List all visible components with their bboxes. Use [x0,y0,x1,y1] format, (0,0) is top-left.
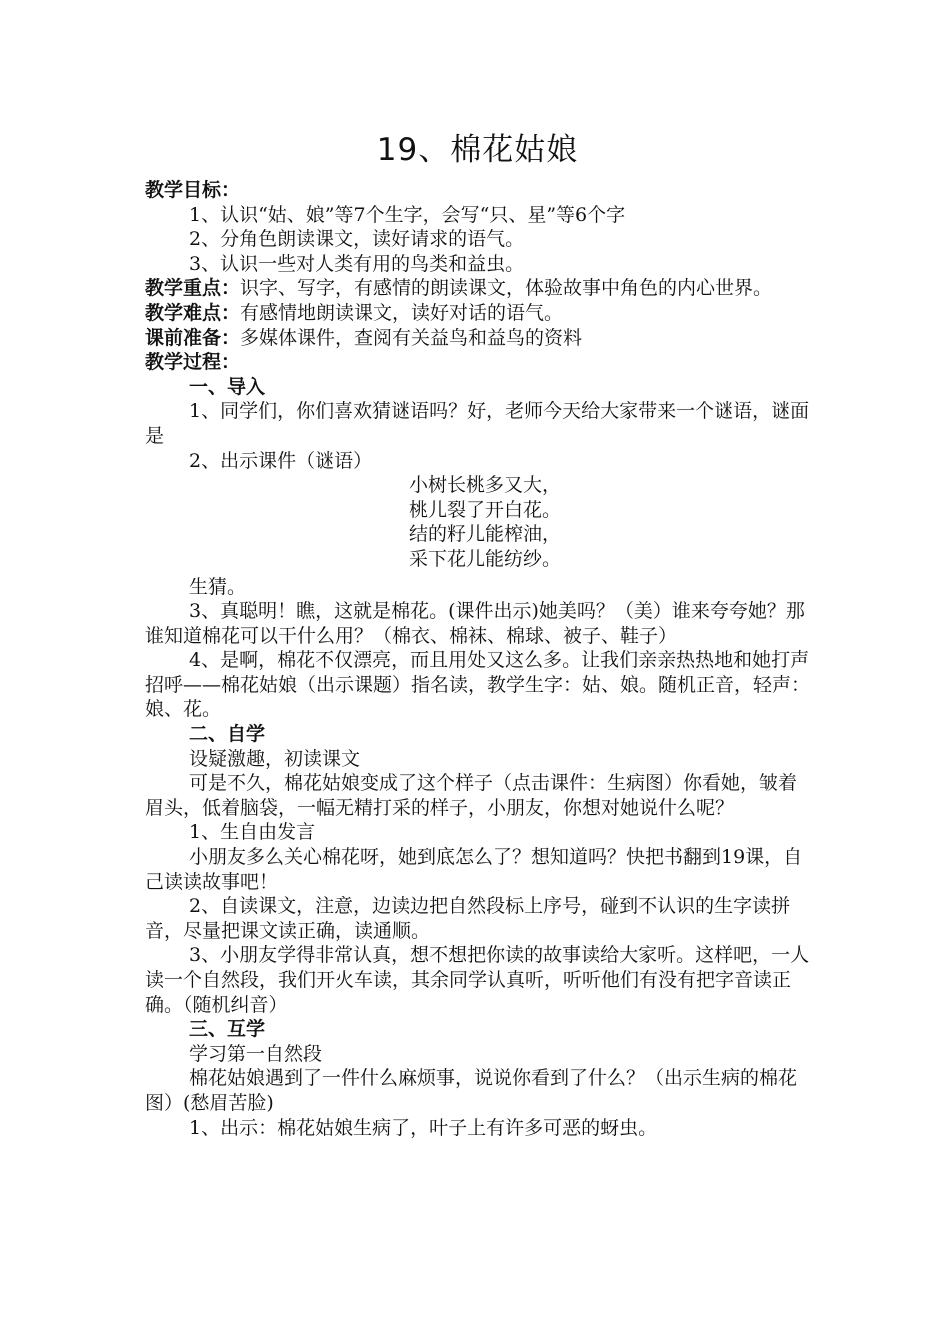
paragraph: 1、同学们，你们喜欢猜谜语吗？好，老师今天给大家带来一个谜语，谜面是 [145,400,810,447]
preparation-text: 多媒体课件，查阅有关益鸟和益鸟的资料 [240,326,583,349]
riddle-line: 桃儿裂了开白花。 [409,498,562,521]
paragraph: 3、真聪明！瞧，这就是棉花。(课件出示)她美吗？（美）谁来夸夸她？那谁知道棉花可以干什么用？（棉衣、棉袜、棉球、被子、鞋子） [145,600,805,647]
process-label: 教学过程： [145,351,241,374]
section-heading-mutual-study: 三、互学 [189,1018,266,1041]
difficulties [145,301,810,326]
paragraph: 设疑激趣，初读课文 [189,747,361,770]
document-page [145,128,810,1140]
page-title: 19、棉花姑娘 [376,132,579,168]
goals-label: 教学目标： [145,179,241,201]
paragraph: 可是不久，棉花姑娘变成了这个样子（点击课件：生病图）你看她，皱着眉头，低着脑袋，一幅无精打采的样子，小朋友，你想对她说什么呢？ [145,772,798,819]
preparation [145,326,810,351]
riddle-poem [145,473,810,571]
riddle-line: 小树长桃多又大， [409,474,562,497]
goals-heading [145,178,810,203]
key-points-text: 识字、写字，有感情的朗读课文，体验故事中角色的内心世界。 [240,277,773,300]
riddle-line: 采下花儿能纺纱。 [409,547,562,570]
key-points [145,276,810,301]
riddle-line: 结的籽儿能榨油， [409,523,562,546]
difficulties-text: 有感情地朗读课文，读好对话的语气。 [240,301,564,324]
paragraph: 生猜。 [189,575,247,598]
paragraph: 小朋友多么关心棉花呀，她到底怎么了？想知道吗？快把书翻到19课，自己读读故事吧！ [145,846,803,893]
preparation-label: 课前准备： [145,326,241,349]
goal-item: 2、分角色朗读课文，读好请求的语气。 [189,228,525,251]
paragraph: 2、出示课件（谜语） [189,449,373,472]
paragraph: 4、是啊，棉花不仅漂亮，而且用处又这么多。让我们亲亲热热地和她打声招呼——棉花姑娘（出示课题）指名读，教学生字：姑、娘。随机正音，轻声：娘、花。 [145,649,811,721]
paragraph: 3、小朋友学得非常认真，想不想把你读的故事读给大家听。这样吧，一人读一个自然段，我们开火车读，其余同学认真听，听听他们有没有把字音读正确。（随机纠音） [145,944,810,1016]
paragraph: 1、生自由发言 [189,821,316,844]
goal-item: 1、认识“姑、娘”等7个生字，会写“只、星”等6个字 [189,203,626,226]
section-heading-intro: 一、导入 [189,375,266,398]
section-heading-self-study: 二、自学 [189,723,266,746]
paragraph: 棉花姑娘遇到了一件什么麻烦事，说说你看到了什么？（出示生病的棉花图）(愁眉苦脸) [145,1067,798,1114]
paragraph: 1、出示：棉花姑娘生病了，叶子上有许多可恶的蚜虫。 [189,1116,658,1139]
paragraph: 2、自读课文，注意，边读边把自然段标上序号，碰到不认识的生字读拼音，尽量把课文读正确，读通顺。 [145,895,791,942]
goal-item: 3、认识一些对人类有用的鸟类和益虫。 [189,252,525,275]
difficulties-label: 教学难点： [145,301,241,324]
key-points-label: 教学重点： [145,277,241,300]
paragraph: 学习第一自然段 [189,1042,323,1065]
process-heading [145,350,810,375]
